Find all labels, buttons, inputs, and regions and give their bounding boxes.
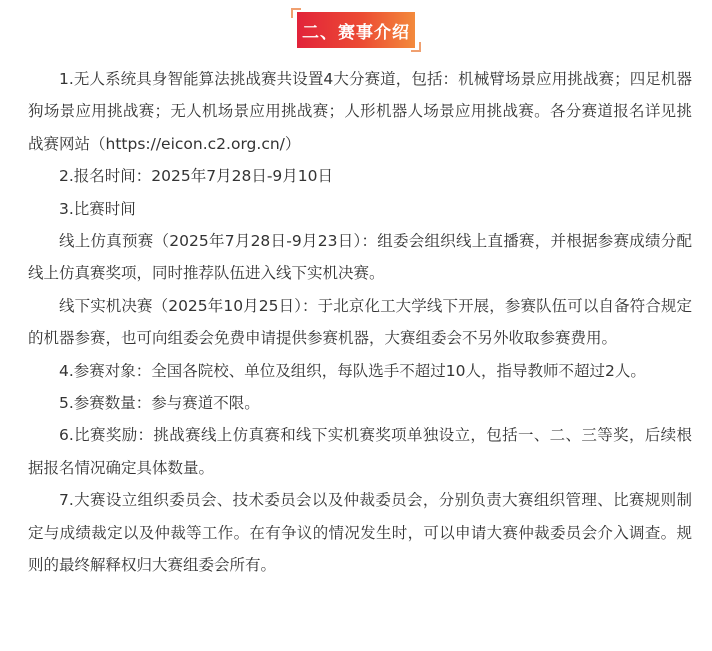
paragraph-awards: 6.比赛奖励：挑战赛线上仿真赛和线下实机赛奖项单独设立，包括一、二、三等奖，后续根据报名情况确定具体数量。 xyxy=(28,426,692,477)
paragraph-registration-time: 2.报名时间：2025年7月28日-9月10日 xyxy=(59,167,333,186)
paragraph-track-count: 5.参赛数量：参与赛道不限。 xyxy=(59,394,260,413)
section-title: 二、赛事介绍 xyxy=(297,12,415,48)
paragraph-offline-final: 线下实机决赛（2025年10月25日）：于北京化工大学线下开展，参赛队伍可以自备符合规定的机器参赛，也可向组委会免费申请提供参赛机器，大赛组委会不另外收取参赛费用。 xyxy=(28,296,692,348)
section-header xyxy=(0,10,712,50)
paragraph-participants: 4.参赛对象：全国各院校、单位及组织，每队选手不超过10人，指导教师不超过2人。 xyxy=(59,361,646,380)
paragraph-competition-time: 3.比赛时间 xyxy=(59,199,136,218)
article-body xyxy=(28,63,692,582)
paragraph-committees: 7.大赛设立组织委员会、技术委员会以及仲裁委员会，分别负责大赛组织管理、比赛规则制定与成绩裁定以及仲裁等工作。在有争议的情况发生时，可以申请大赛仲裁委员会介入调查。规则的最终解释权归大赛组委会所有。 xyxy=(28,491,692,575)
section-title-badge xyxy=(297,10,415,50)
paragraph-tracks: 1.无人系统具身智能算法挑战赛共设置4大分赛道，包括：机械臂场景应用挑战赛；四足机器狗场景应用挑战赛；无人机场景应用挑战赛；人形机器人场景应用挑战赛。各分赛道报名详见挑战赛网站（https://eicon.c2.org.cn/） xyxy=(28,70,692,153)
paragraph-online-preliminary: 线上仿真预赛（2025年7月28日-9月23日）：组委会组织线上直播赛，并根据参赛成绩分配线上仿真赛奖项，同时推荐队伍进入线下实机决赛。 xyxy=(28,232,692,283)
